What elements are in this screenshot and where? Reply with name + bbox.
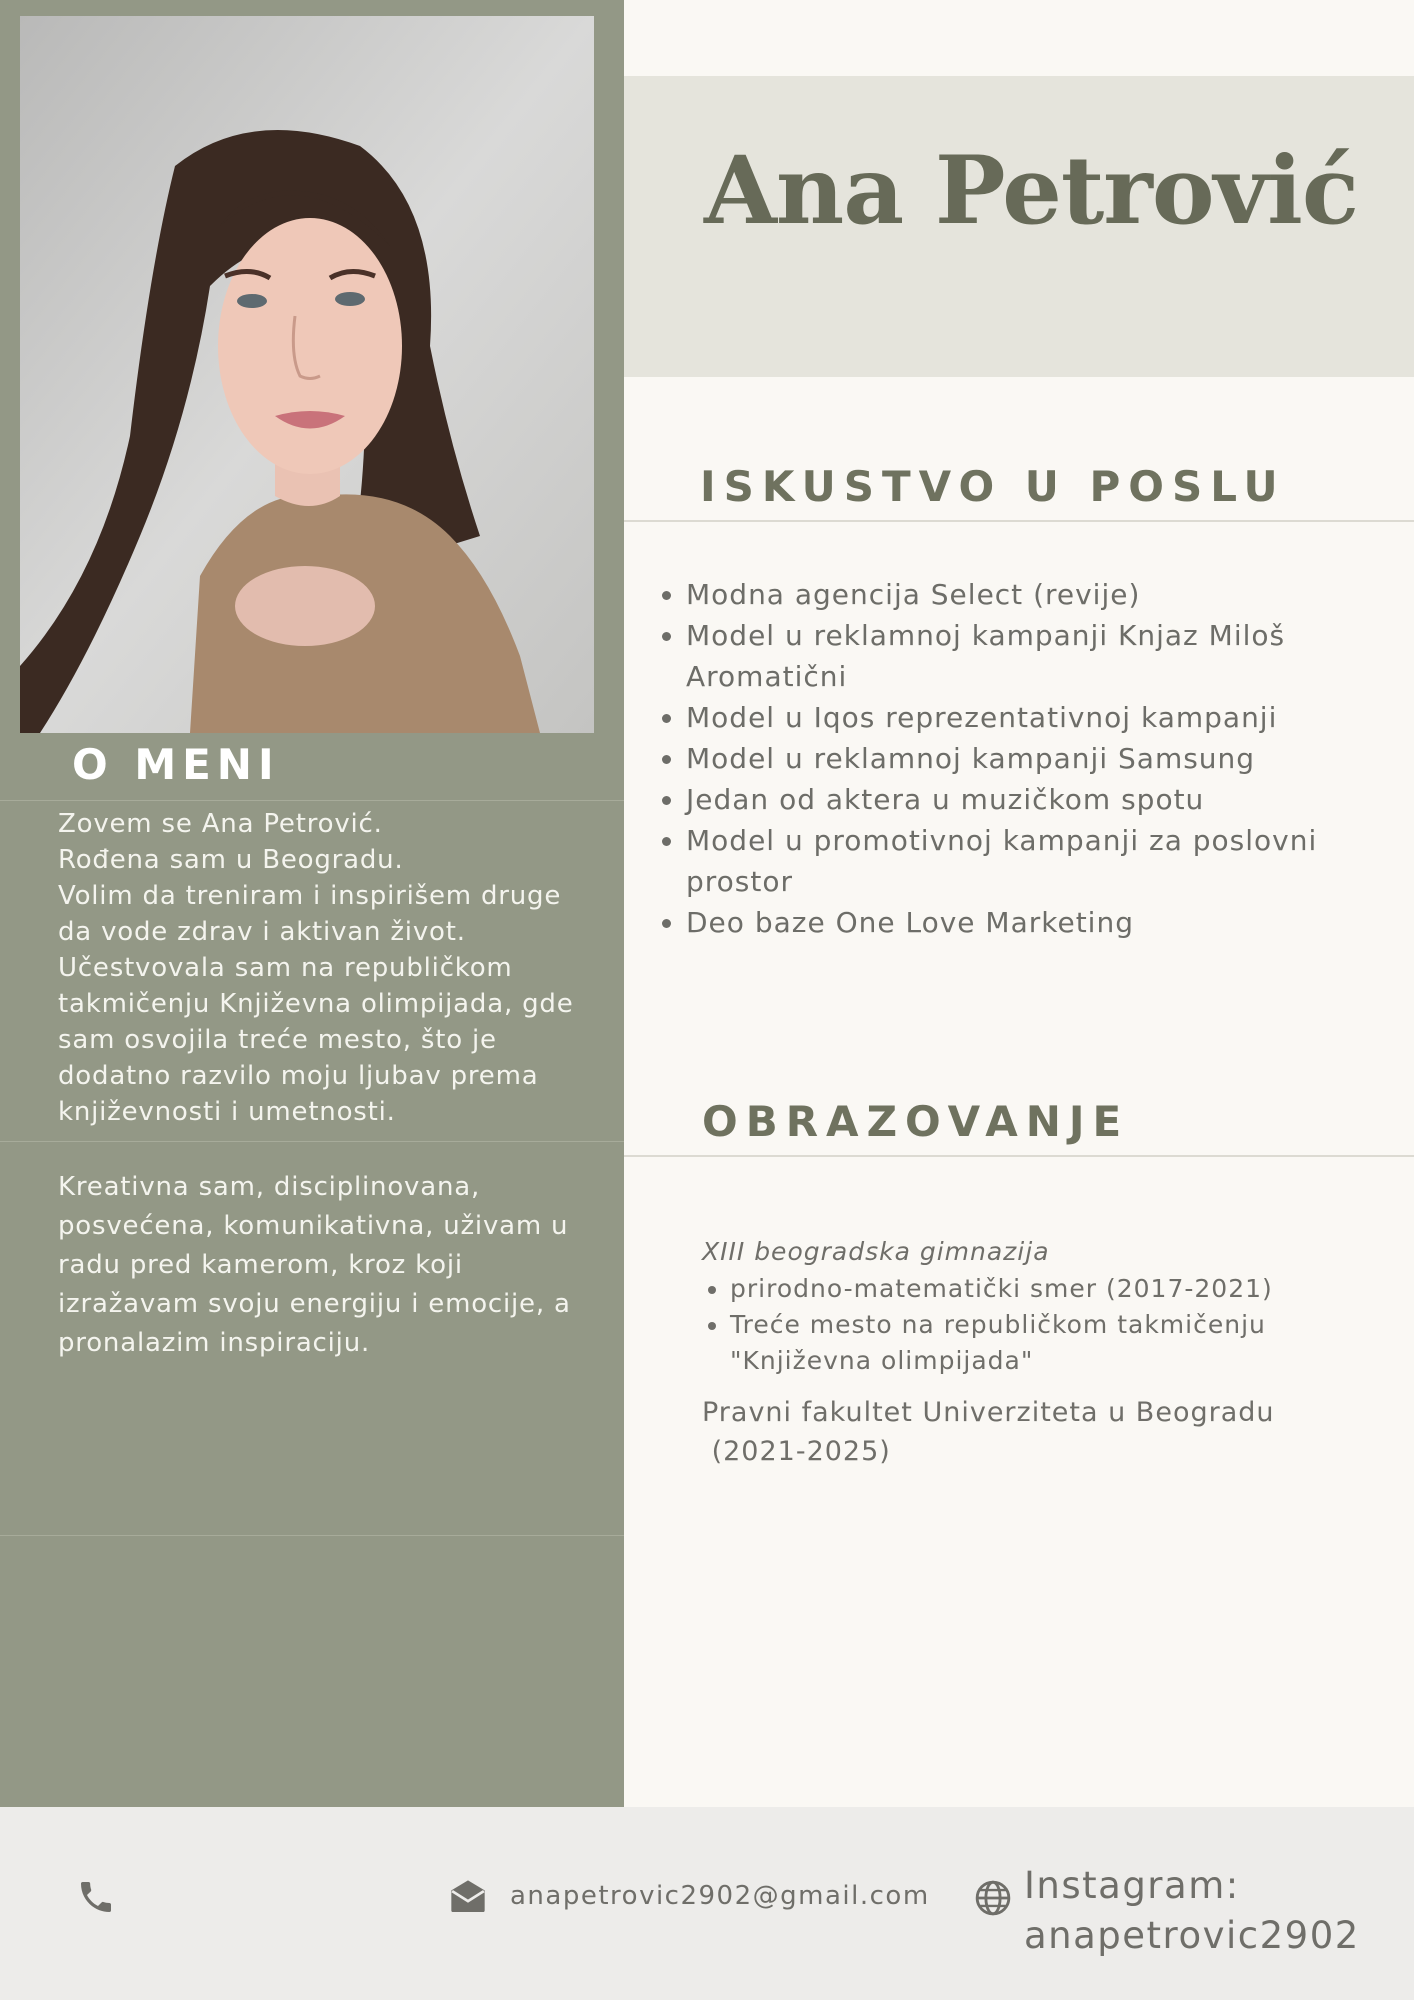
name-header — [624, 76, 1414, 377]
about-line: sam osvojila treće mesto, što je — [58, 1025, 497, 1055]
phone-icon[interactable] — [76, 1877, 116, 1917]
experience-item: • Deo baze One Love Marketing — [686, 902, 1376, 943]
portrait-illustration — [20, 16, 594, 733]
about-line: izražavam svoju energiju i emocije, a — [58, 1289, 571, 1319]
profile-photo — [20, 16, 594, 733]
experience-item: • Model u promotivnoj kampanji za poslovni prostor — [686, 820, 1376, 902]
about-line: dodatno razvilo moju ljubav prema — [58, 1061, 539, 1091]
about-line: posvećena, komunikativna, uživam u — [58, 1211, 569, 1241]
globe-icon — [974, 1879, 1012, 1917]
instagram-label: Instagram: — [1024, 1864, 1240, 1907]
email-link[interactable]: anapetrovic2902@gmail.com — [510, 1881, 930, 1911]
education-university — [702, 1393, 1362, 1471]
about-divider-bottom — [0, 1535, 624, 1536]
education-item: • Treće mesto na republičkom takmičenju "Književna olimpijada" — [730, 1307, 1362, 1379]
left-sidebar — [0, 0, 624, 1807]
education-title: OBRAZOVANJE — [702, 1097, 1130, 1146]
education-divider — [624, 1155, 1414, 1157]
experience-list — [658, 574, 1376, 943]
about-paragraph-1 — [58, 806, 578, 1130]
instagram-handle[interactable]: anapetrovic2902 — [1024, 1914, 1360, 1957]
about-line: Kreativna sam, disciplinovana, — [58, 1172, 481, 1202]
education-school-list — [702, 1271, 1362, 1379]
experience-title: ISKUSTVO U POSLU — [700, 462, 1286, 511]
top-strip — [624, 0, 1414, 76]
about-line: radu pred kamerom, kroz koji — [58, 1250, 463, 1280]
education-item: • prirodno-matematički smer (2017-2021) — [730, 1271, 1362, 1307]
contact-footer — [0, 1807, 1414, 2000]
experience-item: • Model u Iqos reprezentativnoj kampanji — [686, 697, 1376, 738]
about-divider-middle — [0, 1141, 624, 1142]
about-line: Volim da treniram i inspirišem druge — [58, 881, 562, 911]
experience-item: • Jedan od aktera u muzičkom spotu — [686, 779, 1376, 820]
about-paragraph-2 — [58, 1168, 578, 1363]
about-line: Rođena sam u Beogradu. — [58, 845, 404, 875]
experience-divider — [624, 520, 1414, 522]
about-title: O MENI — [72, 740, 280, 789]
university-name: Pravni fakultet Univerziteta u Beogradu — [702, 1397, 1275, 1428]
experience-item: • Modna agencija Select (revije) — [686, 574, 1376, 615]
about-line: da vode zdrav i aktivan život. — [58, 917, 466, 947]
about-line: pronalazim inspiraciju. — [58, 1328, 371, 1358]
envelope-icon[interactable] — [448, 1877, 488, 1917]
about-line: Učestvovala sam na republičkom — [58, 953, 513, 983]
about-line: Zovem se Ana Petrović. — [58, 809, 383, 839]
university-years: (2021-2025) — [702, 1436, 891, 1467]
experience-item: • Model u reklamnoj kampanji Samsung — [686, 738, 1376, 779]
experience-item: • Model u reklamnoj kampanji Knjaz Miloš Aromatični — [686, 615, 1376, 697]
about-line: književnosti i umetnosti. — [58, 1097, 396, 1127]
education-block — [702, 1233, 1362, 1471]
about-divider-top — [0, 800, 624, 801]
person-name: Ana Petrović — [704, 136, 1359, 246]
about-line: takmičenju Književna olimpijada, gde — [58, 989, 574, 1019]
education-school: XIII beogradska gimnazija — [702, 1237, 1050, 1266]
